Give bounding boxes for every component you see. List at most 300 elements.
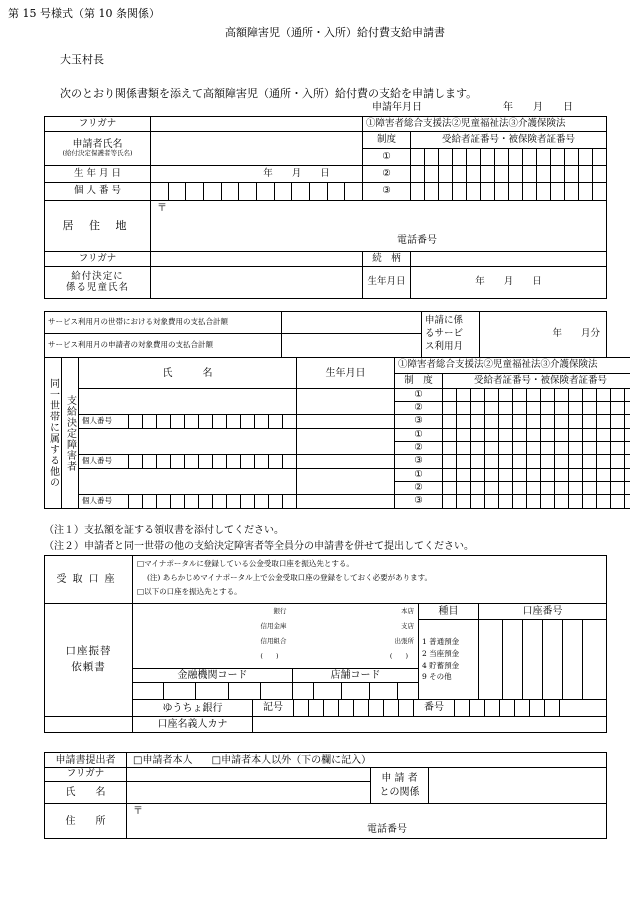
cert-cell[interactable] bbox=[555, 469, 569, 482]
cert-no-label: 受給者証番号・被保険者証番号 bbox=[411, 132, 607, 149]
id-cell[interactable] bbox=[129, 415, 143, 429]
member-no-1: ① bbox=[395, 469, 443, 482]
applicant-name-text: 申請者氏名 bbox=[72, 139, 123, 151]
cert-cell[interactable] bbox=[537, 166, 551, 183]
cert-cell[interactable] bbox=[555, 455, 569, 469]
cert-cell[interactable] bbox=[509, 149, 523, 166]
holder-field[interactable] bbox=[253, 717, 607, 733]
cert-cell[interactable] bbox=[611, 482, 625, 495]
cert-cell[interactable] bbox=[625, 495, 630, 509]
cert-cell[interactable] bbox=[523, 166, 537, 183]
furigana-field[interactable] bbox=[151, 117, 363, 132]
cert-cell[interactable] bbox=[499, 415, 513, 429]
holder-spacer bbox=[45, 717, 133, 733]
cert-cell[interactable] bbox=[583, 442, 597, 455]
relation-label: 続 柄 bbox=[363, 252, 411, 267]
cert-cell[interactable] bbox=[551, 166, 565, 183]
cert-cell[interactable] bbox=[527, 469, 541, 482]
cert-cell[interactable] bbox=[453, 149, 467, 166]
cert-cell[interactable] bbox=[513, 389, 527, 402]
id-cell[interactable] bbox=[185, 455, 199, 469]
sub-postal-mark: 〒 bbox=[133, 806, 143, 817]
cert-cell[interactable] bbox=[457, 495, 471, 509]
cert-cell[interactable] bbox=[439, 166, 453, 183]
cert-cell[interactable] bbox=[457, 455, 471, 469]
child-name-l1: 給付決定に bbox=[71, 271, 124, 283]
cert-cell[interactable] bbox=[439, 149, 453, 166]
cert-cell[interactable] bbox=[527, 429, 541, 442]
cert-cell[interactable] bbox=[537, 149, 551, 166]
id-cell[interactable] bbox=[283, 455, 297, 469]
cert-cell[interactable] bbox=[597, 402, 611, 415]
cert-cell[interactable] bbox=[481, 183, 495, 201]
cert-cell[interactable] bbox=[527, 482, 541, 495]
cert-cell[interactable] bbox=[471, 442, 485, 455]
cert-cell[interactable] bbox=[569, 402, 583, 415]
id-cell[interactable] bbox=[241, 415, 255, 429]
cert-cell[interactable] bbox=[457, 482, 471, 495]
bank-paren: ( ) bbox=[260, 652, 279, 660]
cert-cell[interactable] bbox=[597, 389, 611, 402]
cert-cell[interactable] bbox=[509, 183, 523, 201]
id-cell[interactable] bbox=[143, 495, 157, 509]
cert-cell[interactable] bbox=[611, 469, 625, 482]
cert-cell[interactable] bbox=[471, 429, 485, 442]
cert-cell[interactable] bbox=[569, 429, 583, 442]
cert-cell[interactable] bbox=[611, 442, 625, 455]
sub-address-label: 住 所 bbox=[45, 804, 127, 839]
acct-cell[interactable] bbox=[543, 620, 563, 700]
id-cell[interactable] bbox=[269, 495, 283, 509]
id-cell[interactable] bbox=[199, 455, 213, 469]
cert-cell[interactable] bbox=[611, 389, 625, 402]
cert-cell[interactable] bbox=[485, 415, 499, 429]
form-title: 高額障害児（通所・入所）給付費支給申請書 bbox=[225, 26, 445, 39]
household-birth-col: 生年月日 bbox=[297, 358, 395, 389]
bank-name-field[interactable] bbox=[133, 604, 293, 669]
id-cell[interactable] bbox=[157, 495, 171, 509]
applicant-table bbox=[44, 116, 607, 299]
cert-cell[interactable] bbox=[499, 455, 513, 469]
sub-name-label: 氏 名 bbox=[45, 782, 127, 804]
cert-cell[interactable] bbox=[593, 166, 607, 183]
cert-cell[interactable] bbox=[541, 455, 555, 469]
cert-cell[interactable] bbox=[583, 455, 597, 469]
id-cell[interactable] bbox=[199, 495, 213, 509]
cert-cell[interactable] bbox=[593, 183, 607, 201]
id-cell[interactable] bbox=[171, 495, 185, 509]
id-cell[interactable] bbox=[227, 455, 241, 469]
child-name-field[interactable] bbox=[151, 267, 363, 299]
cert-cell[interactable] bbox=[569, 455, 583, 469]
member-no-3: ③ bbox=[395, 495, 443, 509]
cert-cell[interactable] bbox=[597, 429, 611, 442]
yucho-label: ゆうちょ銀行 bbox=[133, 700, 253, 717]
acct-cell[interactable] bbox=[563, 620, 583, 700]
branch-code-label: 店舗コード bbox=[293, 669, 419, 683]
id-cell[interactable] bbox=[213, 415, 227, 429]
cert-cell[interactable] bbox=[541, 429, 555, 442]
cert-cell[interactable] bbox=[583, 495, 597, 509]
cert-cell[interactable] bbox=[527, 455, 541, 469]
birth-field[interactable]: 年 月 日 bbox=[151, 166, 363, 183]
cert-cell[interactable] bbox=[513, 402, 527, 415]
cert-cell[interactable] bbox=[467, 166, 481, 183]
cert-cell[interactable] bbox=[499, 495, 513, 509]
member-name-field[interactable] bbox=[79, 429, 297, 455]
sub-relation-l1: 申 請 者 bbox=[381, 772, 418, 784]
cert-cell[interactable] bbox=[495, 149, 509, 166]
id-cell[interactable] bbox=[283, 415, 297, 429]
cert-cell[interactable] bbox=[485, 429, 499, 442]
cert-cell[interactable] bbox=[541, 495, 555, 509]
member-birth-extra[interactable] bbox=[297, 455, 395, 469]
cert-cell[interactable] bbox=[583, 482, 597, 495]
cert-cell[interactable] bbox=[541, 482, 555, 495]
id-no-field[interactable] bbox=[151, 183, 363, 201]
cert-cell[interactable] bbox=[495, 183, 509, 201]
cert-cell[interactable] bbox=[555, 429, 569, 442]
submitter-self[interactable]: □申請者本人 bbox=[133, 754, 193, 766]
system-label: 制度 bbox=[363, 132, 411, 149]
cert-cell[interactable] bbox=[485, 442, 499, 455]
cert-cell[interactable] bbox=[611, 429, 625, 442]
cert-cell[interactable] bbox=[443, 482, 457, 495]
bank-label: 銀行 bbox=[273, 607, 287, 615]
cert-cell[interactable] bbox=[579, 166, 593, 183]
bango-label: 番号 bbox=[414, 700, 455, 716]
cert-cell[interactable] bbox=[583, 429, 597, 442]
branch-code-field[interactable] bbox=[293, 683, 419, 700]
member-name-field[interactable] bbox=[79, 389, 297, 415]
cert-cell[interactable] bbox=[597, 482, 611, 495]
cert-cell[interactable] bbox=[471, 469, 485, 482]
cert-cell[interactable] bbox=[527, 402, 541, 415]
fin-code-field[interactable] bbox=[133, 683, 293, 700]
id-cell[interactable] bbox=[213, 455, 227, 469]
cert-cell[interactable] bbox=[485, 495, 499, 509]
cert-cell[interactable] bbox=[481, 166, 495, 183]
cert-cell[interactable] bbox=[555, 495, 569, 509]
acct-cell[interactable] bbox=[503, 620, 523, 700]
kind-options[interactable] bbox=[419, 620, 479, 700]
cert-cell[interactable] bbox=[499, 429, 513, 442]
cert-cell[interactable] bbox=[625, 429, 630, 442]
cert-cell[interactable] bbox=[443, 442, 457, 455]
cert-cell[interactable] bbox=[443, 402, 457, 415]
cert-cell[interactable] bbox=[481, 149, 495, 166]
id-cell[interactable] bbox=[171, 455, 185, 469]
member-no-3: ③ bbox=[395, 415, 443, 429]
member-birth-field[interactable] bbox=[297, 389, 395, 415]
cert-cell[interactable] bbox=[471, 389, 485, 402]
cert-cell[interactable] bbox=[457, 389, 471, 402]
cert-cell[interactable] bbox=[509, 166, 523, 183]
household-total-field[interactable] bbox=[282, 312, 422, 334]
cert-cell[interactable] bbox=[541, 402, 555, 415]
cert-cell[interactable] bbox=[593, 149, 607, 166]
cert-cell[interactable] bbox=[443, 389, 457, 402]
member-no-1: ① bbox=[395, 429, 443, 442]
cert-cell[interactable] bbox=[425, 183, 439, 201]
id-cell[interactable] bbox=[157, 415, 171, 429]
kind-4: 4 貯蓄預金 bbox=[422, 660, 460, 670]
furigana2-label: フリガナ bbox=[45, 252, 151, 267]
id-cell[interactable] bbox=[171, 415, 185, 429]
cert-cell[interactable] bbox=[523, 149, 537, 166]
kigo-label: 記号 bbox=[253, 700, 294, 716]
cert-cell[interactable] bbox=[485, 469, 499, 482]
id-cell[interactable] bbox=[157, 455, 171, 469]
cert-cell[interactable] bbox=[541, 389, 555, 402]
cert-cell[interactable] bbox=[457, 415, 471, 429]
cert-cell[interactable] bbox=[495, 166, 509, 183]
cert-cell[interactable] bbox=[499, 469, 513, 482]
cert-cell[interactable] bbox=[485, 389, 499, 402]
applicant-name-sub: (給付決定保護者等氏名) bbox=[62, 149, 133, 158]
id-cell[interactable] bbox=[213, 495, 227, 509]
cert-cell[interactable] bbox=[443, 429, 457, 442]
id-cell[interactable] bbox=[227, 495, 241, 509]
id-cell[interactable] bbox=[255, 495, 269, 509]
cert-cell[interactable] bbox=[485, 455, 499, 469]
cert-cell[interactable] bbox=[541, 442, 555, 455]
cert-cell[interactable] bbox=[611, 455, 625, 469]
applicant-total-label: サービス利用月の申請者の対象費用の支払合計額 bbox=[45, 334, 282, 358]
acct-cell[interactable] bbox=[523, 620, 543, 700]
cert-cell[interactable] bbox=[625, 389, 630, 402]
cert-cell[interactable] bbox=[611, 495, 625, 509]
cert-cell[interactable] bbox=[467, 183, 481, 201]
cert-cell[interactable] bbox=[439, 183, 453, 201]
option-mynaportal[interactable]: □マイナポータルに登録している公金受取口座を振込先とする。 bbox=[137, 559, 354, 568]
sub-relation-l2: との関係 bbox=[379, 786, 420, 798]
furigana2-field[interactable] bbox=[151, 252, 363, 267]
law-header: ①障害者総合支援法②児童福祉法③介護保険法 bbox=[363, 117, 607, 132]
holder-label: 口座名義人カナ bbox=[133, 717, 253, 733]
id-cell[interactable] bbox=[227, 415, 241, 429]
household-side-label2: 支給決定障害者 bbox=[62, 358, 79, 509]
cert-cell[interactable] bbox=[625, 482, 630, 495]
cert-cell[interactable] bbox=[583, 402, 597, 415]
household-name-col: 氏 名 bbox=[79, 358, 297, 389]
branch-paren: ( ) bbox=[389, 652, 408, 660]
kind-9: 9 その他 bbox=[422, 672, 452, 682]
cert-cell[interactable] bbox=[457, 429, 471, 442]
cert-cell[interactable] bbox=[583, 389, 597, 402]
household-system-label: 制 度 bbox=[395, 374, 443, 389]
cert-cell[interactable] bbox=[453, 183, 467, 201]
applicant-name-field[interactable] bbox=[151, 132, 363, 166]
cert-cell[interactable] bbox=[411, 166, 425, 183]
cert-cell[interactable] bbox=[457, 442, 471, 455]
member-birth-extra[interactable] bbox=[297, 415, 395, 429]
cert-cell[interactable] bbox=[551, 149, 565, 166]
id-cell[interactable] bbox=[129, 455, 143, 469]
member-birth-field[interactable] bbox=[297, 429, 395, 455]
cert-cell[interactable] bbox=[555, 389, 569, 402]
member-id-label: 個人番号 bbox=[79, 495, 129, 509]
member-name-field[interactable] bbox=[79, 469, 297, 495]
household-cert-label: 受給者証番号・被保険者証番号 bbox=[443, 374, 630, 389]
cert-cell[interactable] bbox=[527, 495, 541, 509]
sub-furigana-field[interactable] bbox=[127, 768, 371, 782]
system-no-2: ② bbox=[363, 166, 411, 183]
cert-cell[interactable] bbox=[499, 482, 513, 495]
shucho-label: 出張所 bbox=[394, 637, 414, 645]
cert-cell[interactable] bbox=[565, 183, 579, 201]
cert-cell[interactable] bbox=[555, 482, 569, 495]
id-cell[interactable] bbox=[199, 415, 213, 429]
cert-cell[interactable] bbox=[555, 402, 569, 415]
cert-cell[interactable] bbox=[527, 389, 541, 402]
cert-cell[interactable] bbox=[523, 183, 537, 201]
cert-cell[interactable] bbox=[471, 415, 485, 429]
cert-cell[interactable] bbox=[485, 482, 499, 495]
id-cell[interactable] bbox=[269, 455, 283, 469]
id-cell[interactable] bbox=[241, 495, 255, 509]
cert-cell[interactable] bbox=[611, 402, 625, 415]
cert-cell[interactable] bbox=[513, 429, 527, 442]
id-cell[interactable] bbox=[143, 415, 157, 429]
cert-cell[interactable] bbox=[569, 495, 583, 509]
cert-cell[interactable] bbox=[453, 166, 467, 183]
cert-cell[interactable] bbox=[527, 415, 541, 429]
cert-cell[interactable] bbox=[513, 495, 527, 509]
cert-cell[interactable] bbox=[467, 149, 481, 166]
cert-cell[interactable] bbox=[597, 455, 611, 469]
cert-cell[interactable] bbox=[411, 183, 425, 201]
child-name-label bbox=[45, 267, 151, 299]
cert-cell[interactable] bbox=[513, 469, 527, 482]
submitter-table bbox=[44, 752, 607, 839]
cert-cell[interactable] bbox=[579, 183, 593, 201]
kind-1: 1 普通預金 bbox=[422, 637, 460, 647]
cert-cell[interactable] bbox=[513, 455, 527, 469]
relation-field[interactable] bbox=[411, 252, 607, 267]
cert-cell[interactable] bbox=[625, 455, 630, 469]
sub-address-field[interactable] bbox=[127, 804, 607, 839]
branch-name-field[interactable] bbox=[293, 604, 419, 669]
child-birth-label: 生年月日 bbox=[363, 267, 411, 299]
cert-cell[interactable] bbox=[471, 402, 485, 415]
cert-cell[interactable] bbox=[565, 149, 579, 166]
cert-cell[interactable] bbox=[457, 469, 471, 482]
household-total-label: サービス利用月の世帯における対象費用の支払合計額 bbox=[45, 312, 282, 334]
cert-cell[interactable] bbox=[443, 455, 457, 469]
cert-cell[interactable] bbox=[471, 455, 485, 469]
id-cell[interactable] bbox=[241, 455, 255, 469]
yucho-field[interactable] bbox=[253, 700, 607, 717]
cert-cell[interactable] bbox=[569, 389, 583, 402]
cert-cell[interactable] bbox=[555, 415, 569, 429]
cert-cell[interactable] bbox=[411, 149, 425, 166]
cert-cell[interactable] bbox=[551, 183, 565, 201]
cert-cell[interactable] bbox=[579, 149, 593, 166]
cert-cell[interactable] bbox=[457, 402, 471, 415]
child-birth-field[interactable]: 年 月 日 bbox=[411, 267, 607, 299]
cert-cell[interactable] bbox=[425, 149, 439, 166]
transfer-label bbox=[45, 604, 133, 717]
cert-cell[interactable] bbox=[443, 495, 457, 509]
cert-cell[interactable] bbox=[625, 415, 630, 429]
kind-2: 2 当座預金 bbox=[422, 648, 460, 658]
member-birth-field[interactable] bbox=[297, 469, 395, 495]
applicant-total-field[interactable] bbox=[282, 334, 422, 358]
date-ymd: 年 月 日 bbox=[503, 102, 573, 113]
acct-cell[interactable] bbox=[479, 620, 503, 700]
cert-cell[interactable] bbox=[499, 402, 513, 415]
cert-cell[interactable] bbox=[597, 415, 611, 429]
cert-cell[interactable] bbox=[513, 442, 527, 455]
submitter-options bbox=[127, 753, 607, 768]
id-cell[interactable] bbox=[255, 455, 269, 469]
cert-cell[interactable] bbox=[597, 442, 611, 455]
cert-cell[interactable] bbox=[555, 442, 569, 455]
cert-cell[interactable] bbox=[583, 469, 597, 482]
cert-cell[interactable] bbox=[625, 469, 630, 482]
cert-cell[interactable] bbox=[583, 415, 597, 429]
sub-name-field[interactable] bbox=[127, 782, 371, 804]
cert-cell[interactable] bbox=[527, 442, 541, 455]
cert-cell[interactable] bbox=[471, 495, 485, 509]
id-cell[interactable] bbox=[269, 415, 283, 429]
service-month-field[interactable]: 年 月分 bbox=[480, 312, 607, 358]
cert-cell[interactable] bbox=[565, 166, 579, 183]
acct-cell[interactable] bbox=[583, 620, 607, 700]
submitter-other[interactable]: □申請者本人以外（下の欄に記入） bbox=[211, 754, 372, 766]
cert-cell[interactable] bbox=[485, 402, 499, 415]
bank-table bbox=[44, 555, 607, 733]
id-cell[interactable] bbox=[129, 495, 143, 509]
cert-cell[interactable] bbox=[569, 442, 583, 455]
acct-no-label: 口座番号 bbox=[479, 604, 607, 620]
cert-cell[interactable] bbox=[611, 415, 625, 429]
cert-cell[interactable] bbox=[625, 402, 630, 415]
member-birth-extra[interactable] bbox=[297, 495, 395, 509]
note-1: （注１）支払額を証する領収書を添付してください。 bbox=[44, 525, 284, 536]
cert-cell[interactable] bbox=[625, 442, 630, 455]
cert-cell[interactable] bbox=[541, 415, 555, 429]
cert-cell[interactable] bbox=[499, 389, 513, 402]
cert-cell[interactable] bbox=[513, 482, 527, 495]
cert-cell[interactable] bbox=[443, 469, 457, 482]
id-cell[interactable] bbox=[185, 495, 199, 509]
shinkin-label: 信用金庫 bbox=[260, 622, 287, 630]
sub-furigana-label: フリガナ bbox=[45, 768, 127, 782]
id-cell[interactable] bbox=[143, 455, 157, 469]
cert-cell[interactable] bbox=[513, 415, 527, 429]
cert-cell[interactable] bbox=[569, 415, 583, 429]
cert-cell[interactable] bbox=[597, 495, 611, 509]
cert-cell[interactable] bbox=[597, 469, 611, 482]
cert-cell[interactable] bbox=[443, 415, 457, 429]
id-cell[interactable] bbox=[283, 495, 297, 509]
cert-cell[interactable] bbox=[569, 482, 583, 495]
option-other-account[interactable]: □以下の口座を振込先とする。 bbox=[137, 586, 242, 596]
sub-relation-field[interactable] bbox=[429, 768, 607, 804]
cert-cell[interactable] bbox=[537, 183, 551, 201]
cert-cell[interactable] bbox=[541, 469, 555, 482]
address-field[interactable] bbox=[151, 201, 607, 252]
cert-cell[interactable] bbox=[471, 482, 485, 495]
cert-cell[interactable] bbox=[425, 166, 439, 183]
service-month-l3: ス利用月 bbox=[425, 340, 464, 352]
cert-cell[interactable] bbox=[499, 442, 513, 455]
cert-cell[interactable] bbox=[569, 469, 583, 482]
id-cell[interactable] bbox=[185, 415, 199, 429]
id-cell[interactable] bbox=[255, 415, 269, 429]
